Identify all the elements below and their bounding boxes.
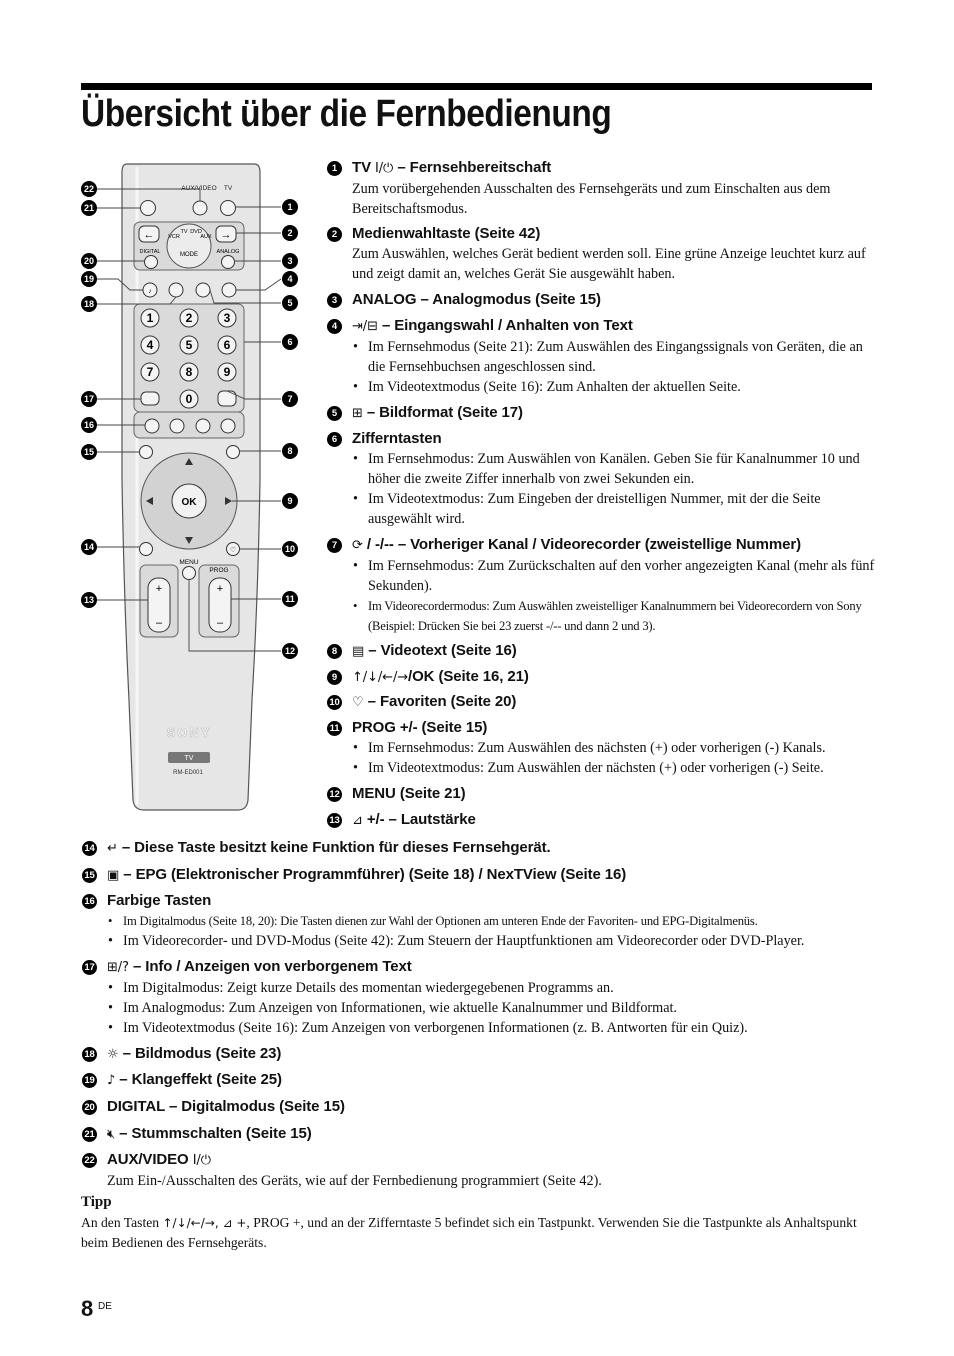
svg-text:13: 13: [83, 595, 95, 605]
item-7: [327, 535, 875, 636]
info-reveal-icon: ⊞/?: [107, 960, 129, 975]
item-heading: – Videotext (Seite 16): [364, 642, 517, 659]
return-button: [140, 543, 153, 556]
aux-video-power-button: [193, 201, 207, 215]
item-17: [82, 957, 877, 1038]
svg-text:♪: ♪: [148, 288, 152, 295]
previous-channel-icon: ⟳: [352, 538, 363, 553]
teletext-button: [227, 446, 240, 459]
heart-icon: ♡: [352, 695, 364, 710]
mode-ring-vcr: VCR: [168, 234, 180, 240]
item-1: 1 TV I/⏻ – Fernsehbereitschaft Zum vorübergehenden Ausschalten des Fernsehgeräts und zum Einschalten aus dem Bereitschaftsmodus.: [327, 158, 875, 219]
svg-text:1: 1: [287, 202, 293, 212]
svg-text:2: 2: [287, 228, 293, 238]
page-number: 8: [81, 1296, 94, 1321]
svg-text:17: 17: [83, 394, 95, 404]
item-number: 8: [327, 644, 342, 659]
mute-button: [141, 201, 156, 216]
svg-text:1: 1: [146, 311, 154, 325]
brand-logo: SONY: [166, 725, 212, 740]
svg-text:0: 0: [185, 392, 193, 406]
item-heading: – Fernsehbereitschaft: [393, 159, 552, 176]
language-code: DE: [98, 1301, 112, 1312]
item-5: [327, 403, 875, 423]
item-number: 7: [327, 538, 342, 553]
menu-button: [183, 567, 196, 580]
item-number: 20: [82, 1100, 97, 1115]
item-21: [82, 1124, 877, 1144]
item-heading: – Stummschalten (Seite 15): [115, 1125, 312, 1142]
digital-label: DIGITAL: [139, 249, 161, 255]
previous-channel-button: [218, 391, 236, 406]
svg-text:9: 9: [223, 365, 231, 379]
bullet-list: [107, 978, 877, 1038]
item-number: 11: [327, 721, 342, 736]
item-heading: +/- – Lautstärke: [362, 811, 476, 828]
svg-text:9: 9: [287, 496, 293, 506]
prog-label: PROG: [209, 567, 229, 574]
item-number: 19: [82, 1073, 97, 1088]
bullet-list: [352, 449, 875, 529]
item-number: 15: [82, 868, 97, 883]
arrows-icon: ↑/↓/←/→, ⊿ +: [162, 1216, 247, 1230]
svg-text:6: 6: [223, 338, 231, 352]
svg-text:18: 18: [83, 299, 95, 309]
item-heading: – Eingangswahl / Anhalten von Text: [377, 317, 633, 334]
mute-icon: 🔇︎: [107, 1127, 116, 1142]
item-number: 13: [327, 813, 342, 828]
ok-label: OK: [181, 497, 197, 508]
item-18: [82, 1044, 877, 1064]
item-11: [327, 718, 875, 778]
item-heading: – Diese Taste besitzt keine Funktion für dieses Fernsehgerät.: [117, 839, 551, 856]
item-number: 9: [327, 670, 342, 685]
item-heading: Farbige Tasten: [107, 892, 212, 909]
svg-text:11: 11: [285, 594, 295, 604]
mode-selector: [167, 224, 211, 268]
item-22: 22 AUX/VIDEO I/⏻ Zum Ein-/Ausschalten des Geräts, wie auf der Fernbedienung programmiert (Seite 42).: [82, 1150, 877, 1191]
item-9: [327, 667, 875, 687]
svg-text:8: 8: [287, 446, 293, 456]
bullet-item: • Im Fernsehmodus (Seite 21): Zum Auswählen des Eingangssignals von Geräten, die an die Fernsehbuchsen angeschlossen sind.: [352, 337, 875, 377]
item-heading: /OK (Seite 16, 21): [408, 668, 529, 685]
bullet-list: [352, 337, 875, 397]
blue-button: [221, 419, 235, 433]
teletext-icon: ▤: [352, 644, 365, 659]
svg-text:14: 14: [83, 542, 95, 552]
bullet-item: • Im Fernsehmodus: Zum Auswählen des nächsten (+) oder vorherigen (-) Kanals.: [352, 738, 875, 758]
svg-text:8: 8: [185, 365, 193, 379]
svg-text:–: –: [155, 617, 163, 629]
bullet-item: • Im Videotextmodus (Seite 16): Zum Anhalten der aktuellen Seite.: [352, 377, 875, 397]
item-number: 17: [82, 960, 97, 975]
item-13: [327, 810, 875, 830]
bullet-item: • Im Digitalmodus (Seite 18, 20): Die Tasten dienen zur Wahl der Optionen am unteren Ende der Favoriten- und EPG-Digitalmenüs.: [107, 911, 877, 931]
page-title: Übersicht über die Fernbedienung: [81, 93, 612, 135]
item-number: 22: [82, 1153, 97, 1168]
tip-heading: Tipp: [81, 1194, 112, 1210]
item-number: 16: [82, 894, 97, 909]
analog-button: [222, 256, 235, 269]
svg-text:22: 22: [83, 184, 95, 194]
item-8: [327, 641, 875, 661]
svg-text:→: →: [220, 229, 232, 241]
item-heading: ANALOG – Analogmodus (Seite 15): [352, 291, 601, 308]
item-4: [327, 316, 875, 397]
item-number: 21: [82, 1127, 97, 1142]
svg-text:←: ←: [143, 229, 155, 241]
bullet-list: [107, 911, 877, 951]
item-6: [327, 429, 875, 529]
bullet-item: • Im Fernsehmodus: Zum Zurückschalten auf den vorher angezeigten Kanal (mehr als fünf Sekunden).: [352, 556, 875, 596]
item-heading: MENU (Seite 21): [352, 785, 466, 802]
item-number: 1: [327, 161, 342, 176]
svg-text:TV: TV: [184, 755, 194, 762]
power-icon: I/⏻: [192, 1153, 211, 1168]
bullet-list: [352, 556, 875, 636]
return-icon: ↵: [107, 841, 118, 856]
item-heading: DIGITAL – Digitalmodus (Seite 15): [107, 1098, 345, 1115]
svg-text:7: 7: [287, 394, 293, 404]
item-description: Zum Auswählen, welches Gerät bedient werden soll. Eine grüne Anzeige leuchtet kurz auf und zeigt damit an, welches Gerät Sie ausgewählt haben.: [352, 246, 866, 282]
screen-format-icon: ⊞: [352, 406, 363, 421]
bullet-item: • Im Videotextmodus: Zum Auswählen der nächsten (+) oder vorherigen (-) Seite.: [352, 758, 875, 778]
arrows-icon: ↑/↓/←/→: [352, 670, 409, 685]
item-12: [327, 784, 875, 803]
item-number: 5: [327, 406, 342, 421]
item-number: 14: [82, 841, 97, 856]
svg-text:3: 3: [287, 256, 293, 266]
bullet-item: • Im Videorecordermodus: Zum Auswählen zweistelliger Kanalnummern bei Videorecordern von Sony (Beispiel: Drücken Sie bei 23 zuerst -/-- und dann 2 und 3).: [352, 596, 875, 636]
svg-text:3: 3: [223, 311, 231, 325]
item-heading: PROG +/- (Seite 15): [352, 719, 488, 736]
item-heading: – Bildmodus (Seite 23): [118, 1045, 282, 1062]
svg-text:19: 19: [83, 274, 95, 284]
item-heading: – EPG (Elektronischer Programmführer) (Seite 18) / NexTView (Seite 16): [119, 866, 627, 883]
svg-text:4: 4: [146, 338, 154, 352]
model-number: RM-ED001: [173, 770, 203, 776]
item-heading: – Info / Anzeigen von verborgenem Text: [128, 958, 412, 975]
digital-button: [145, 256, 158, 269]
item-number: 10: [327, 695, 342, 710]
mode-ring-tv: TV: [180, 229, 188, 235]
item-14: [82, 838, 877, 858]
item-heading: Zifferntasten: [352, 430, 442, 447]
svg-text:5: 5: [185, 338, 193, 352]
svg-text:21: 21: [83, 203, 95, 213]
svg-text:6: 6: [287, 337, 293, 347]
item-heading: – Klangeffekt (Seite 25): [115, 1071, 282, 1088]
info-button: [141, 392, 159, 405]
svg-text:+: +: [155, 583, 163, 595]
item-heading: / -/-- – Vorheriger Kanal / Videorecorder (zweistellige Nummer): [362, 536, 801, 553]
svg-text:7: 7: [146, 365, 154, 379]
item-19: [82, 1070, 877, 1090]
menu-label: MENU: [179, 559, 199, 566]
item-3: [327, 290, 875, 309]
item-number: 6: [327, 432, 342, 447]
mode-ring-dvd: DVD: [190, 229, 202, 235]
svg-text:10: 10: [284, 544, 296, 554]
remote-illustration: [78, 155, 308, 815]
item-number: 2: [327, 227, 342, 242]
svg-text:2: 2: [185, 311, 193, 325]
item-16: [82, 891, 877, 951]
red-button: [145, 419, 159, 433]
svg-text:12: 12: [284, 646, 296, 656]
epg-button: [140, 446, 153, 459]
item-number: 18: [82, 1047, 97, 1062]
svg-text:–: –: [216, 617, 224, 629]
tv-label: TV: [223, 185, 233, 192]
volume-icon: ⊿: [352, 813, 363, 828]
aux-video-label: AUX/VIDEO: [181, 185, 217, 192]
power-icon: I/⏻: [375, 161, 394, 176]
item-number: 12: [327, 787, 342, 802]
bullet-list: [352, 738, 875, 778]
item-heading: – Bildformat (Seite 17): [362, 404, 523, 421]
input-hold-icon: ⇥/⊟: [352, 319, 378, 334]
svg-text:4: 4: [287, 274, 293, 284]
svg-text:15: 15: [83, 447, 95, 457]
svg-text:+: +: [216, 583, 224, 595]
picture-mode-icon: ☼: [107, 1047, 119, 1062]
input-hold-button: [222, 283, 236, 297]
svg-text:5: 5: [287, 298, 293, 308]
picture-mode-button: [169, 283, 183, 297]
sound-effect-icon: ♪: [107, 1073, 116, 1088]
tip-text: An den Tasten ↑/↓/←/→, ⊿ +, PROG +, und an der Zifferntaste 5 befindet sich ein Tastpunkt. Verwenden Sie die Tastpunkte als Anhaltspunkt beim Bedienen des Fernsehgeräts.: [81, 1215, 857, 1250]
item-number: 3: [327, 293, 342, 308]
bullet-item: • Im Analogmodus: Zum Anzeigen von Informationen, wie aktuelle Kanalnummer und Bildformat.: [107, 998, 877, 1018]
svg-text:20: 20: [83, 256, 95, 266]
item-heading: Medienwahltaste (Seite 42): [352, 225, 541, 242]
item-10: [327, 692, 875, 712]
title-rule: [81, 83, 872, 90]
item-20: [82, 1097, 877, 1116]
bullet-item: • Im Videotextmodus (Seite 16): Zum Anzeigen von verborgenen Informationen (z. B. Antworten für ein Quiz).: [107, 1018, 877, 1038]
green-button: [170, 419, 184, 433]
item-15: [82, 865, 877, 885]
bullet-item: • Im Fernsehmodus: Zum Auswählen von Kanälen. Geben Sie für Kanalnummer 10 und höher die zweite Ziffer innerhalb von zwei Sekunden ein.: [352, 449, 875, 489]
screen-format-button: [196, 283, 210, 297]
svg-text:♡: ♡: [229, 547, 237, 554]
bullet-item: • Im Videorecorder- und DVD-Modus (Seite 42): Zum Steuern der Hauptfunktionen am Videorecorder oder DVD-Player.: [107, 931, 877, 951]
item-heading: – Favoriten (Seite 20): [363, 693, 517, 710]
svg-text:16: 16: [83, 420, 95, 430]
epg-icon: ▣: [107, 868, 120, 883]
yellow-button: [196, 419, 210, 433]
bullet-item: • Im Videotextmodus: Zum Eingeben der dreistelligen Nummer, mit der die Seite ausgewählt wird.: [352, 489, 875, 529]
item-description: Zum vorübergehenden Ausschalten des Fernsehgeräts und zum Einschalten aus dem Bereitschaftsmodus.: [352, 181, 831, 217]
item-description: Zum Ein-/Ausschalten des Geräts, wie auf der Fernbedienung programmiert (Seite 42).: [107, 1173, 602, 1189]
item-2: [327, 224, 875, 284]
analog-label: ANALOG: [216, 249, 240, 255]
item-number: 4: [327, 319, 342, 334]
mode-label: MODE: [180, 252, 198, 258]
bullet-item: • Im Digitalmodus: Zeigt kurze Details des momentan wiedergegebenen Programms an.: [107, 978, 877, 998]
mode-ring-aux: AUX: [200, 234, 212, 240]
tv-power-button: [221, 201, 236, 216]
